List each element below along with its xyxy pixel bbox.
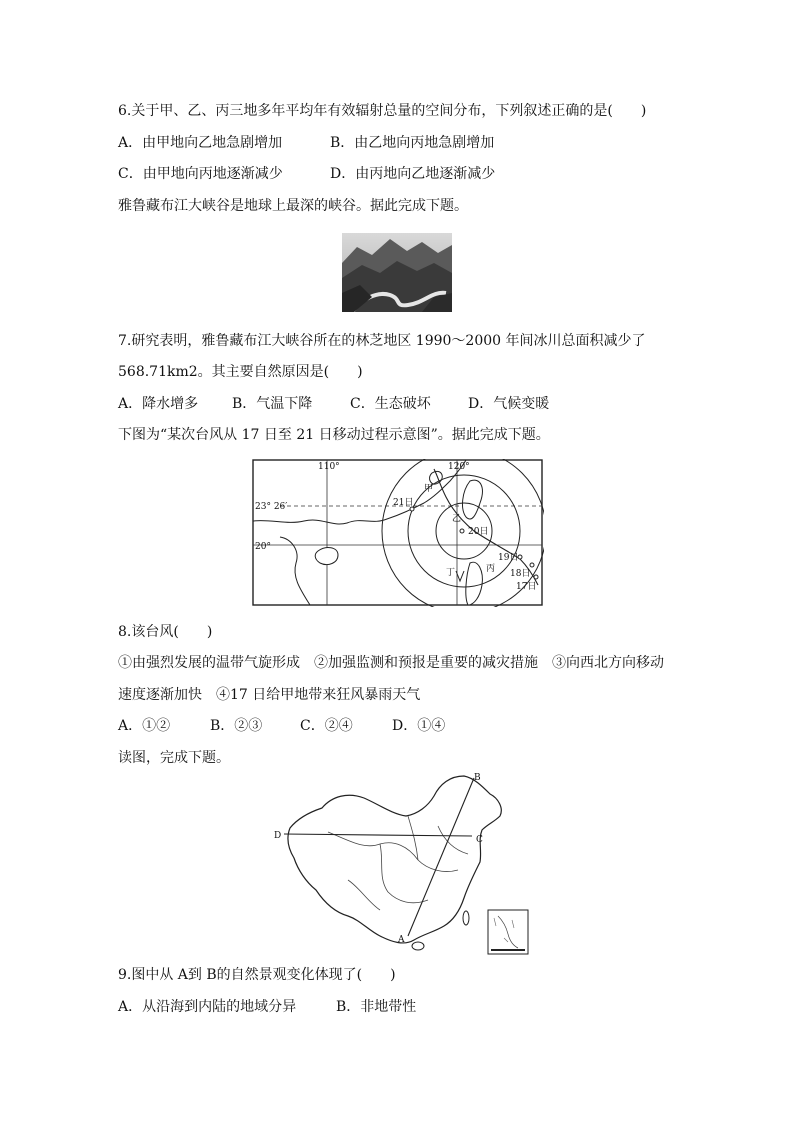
q8-option-c: C．②④ (300, 718, 353, 734)
date-label-19: 19日 (498, 553, 519, 563)
point-label-c: C (476, 835, 483, 845)
lat-label-tropic: 23° 26′ (255, 502, 288, 512)
q7-option-a: A．降水增多 (118, 396, 199, 412)
q8-statements-line1: ①由强烈发展的温带气旋形成 ②加强监测和预报是重要的减灾措施 ③向西北方向移动 (118, 655, 664, 671)
date-label-17: 17日 (516, 582, 537, 592)
intro-q9: 读图，完成下题。 (118, 750, 230, 766)
q6-option-b: B．由乙地向丙地急剧增加 (330, 135, 495, 151)
q8-stem: 8.该台风( ) (118, 624, 213, 640)
point-label-a: A (398, 935, 405, 945)
intro-q7: 雅鲁藏布江大峡谷是地球上最深的峡谷。据此完成下题。 (118, 198, 468, 214)
q8-option-b: B．②③ (210, 718, 263, 734)
q9-option-b: B．非地带性 (336, 999, 417, 1015)
q8-option-d: D．①④ (392, 718, 446, 734)
lon-label-110: 110° (318, 462, 340, 472)
q7-option-d: D．气候变暖 (468, 396, 550, 412)
date-label-21: 21日 (393, 498, 414, 508)
typhoon-track-map (252, 459, 544, 607)
q6-option-c: C．由甲地向丙地逐渐减少 (118, 166, 283, 182)
place-label-ding: 丁 (446, 568, 456, 578)
point-label-d: D (274, 831, 282, 841)
q9-option-a: A．从沿海到内陆的地域分异 (118, 999, 297, 1015)
q7-option-c: C．生态破坏 (350, 396, 431, 412)
q6-stem: 6.关于甲、乙、丙三地多年平均年有效辐射总量的空间分布，下列叙述正确的是( ) (118, 103, 647, 119)
lon-label-120: 120° (448, 462, 470, 472)
canyon-photo (342, 233, 452, 312)
intro-q8: 下图为“某次台风从 17 日至 21 日移动过程示意图”。据此完成下题。 (118, 427, 550, 443)
point-label-b: B (474, 773, 481, 783)
q7-stem-line2: 568.71km2。其主要自然原因是( ) (118, 364, 363, 380)
place-label-yi: 乙 (452, 514, 462, 524)
q6-option-a: A．由甲地向乙地急剧增加 (118, 135, 283, 151)
q6-option-d: D．由丙地向乙地逐渐减少 (330, 166, 496, 182)
place-label-jia: 甲 (424, 484, 434, 494)
q8-option-a: A．①② (118, 718, 171, 734)
q9-stem: 9.图中从 A到 B的自然景观变化体现了( ) (118, 967, 396, 983)
q8-statements-line2: 速度逐渐加快 ④17 日给甲地带来狂风暴雨天气 (118, 687, 421, 703)
date-label-18: 18日 (510, 569, 531, 579)
lat-label-20: 20° (255, 542, 271, 552)
date-label-20: 20日 (468, 527, 489, 537)
q7-stem-line1: 7.研究表明，雅鲁藏布江大峡谷所在的林芝地区 1990～2000 年间冰川总面积减少了 (118, 333, 646, 349)
q7-option-b: B．气温下降 (232, 396, 313, 412)
place-label-bing: 丙 (486, 564, 496, 574)
china-outline-map (268, 770, 532, 956)
